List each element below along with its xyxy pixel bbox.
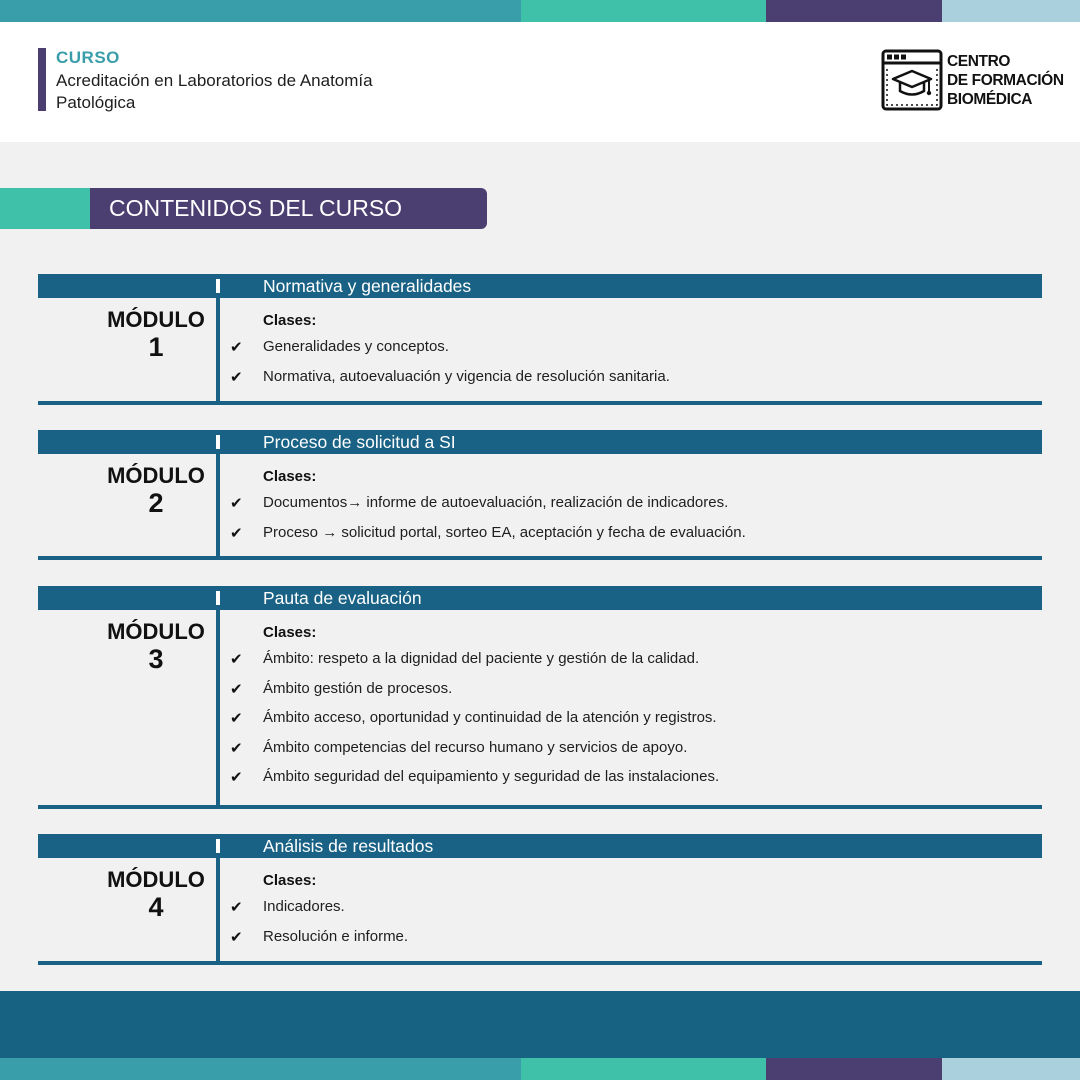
module-name: Normativa y generalidades <box>263 276 472 296</box>
brand-logo-text <box>947 52 1064 109</box>
list-item-text: Generalidades y conceptos. <box>263 338 449 355</box>
module-bottom-rule <box>38 961 1042 965</box>
module-4 <box>38 834 1042 966</box>
module-name: Proceso de solicitud a SI <box>263 432 456 452</box>
module-label <box>98 868 214 922</box>
list-item <box>230 898 408 928</box>
clases-list <box>230 650 719 798</box>
section-accent <box>0 188 95 229</box>
stripe-purple <box>766 1058 942 1080</box>
module-number: 2 <box>148 488 164 518</box>
course-title: Acreditación en Laboratorios de Anatomía Patológica <box>56 71 373 112</box>
module-2 <box>38 430 1042 561</box>
module-3 <box>38 586 1042 811</box>
module-number: 3 <box>148 644 164 674</box>
brand-line-3: BIOMÉDICA <box>947 91 1033 108</box>
clases-label: Clases: <box>263 312 317 329</box>
list-item <box>230 709 719 739</box>
module-name: Análisis de resultados <box>263 836 434 856</box>
module-number: 1 <box>148 332 164 362</box>
clases-label: Clases: <box>263 624 317 641</box>
check-icon: ✔ <box>230 928 243 946</box>
check-icon: ✔ <box>230 524 243 542</box>
header-divider <box>216 279 220 293</box>
graduation-cap-browser-icon <box>881 49 943 111</box>
module-vertical-divider <box>216 454 220 557</box>
module-bottom-rule <box>38 805 1042 809</box>
stripe-purple <box>766 0 942 22</box>
module-header-bar <box>38 586 1042 610</box>
list-item <box>230 739 719 769</box>
module-word: MÓDULO <box>107 307 205 332</box>
list-item-text: Ámbito acceso, oportunidad y continuidad de la atención y registros. <box>263 709 717 726</box>
brand-line-1: CENTRO <box>947 53 1011 70</box>
clases-list <box>230 338 670 397</box>
list-item <box>230 338 670 368</box>
brand-line-2: DE FORMACIÓN <box>947 72 1064 89</box>
list-item <box>230 928 408 958</box>
clases-list <box>230 494 746 553</box>
list-item-text: Indicadores. <box>263 898 345 915</box>
check-icon: ✔ <box>230 899 243 916</box>
module-vertical-divider <box>216 610 220 807</box>
stripe-light-blue <box>942 0 1080 22</box>
section-title: CONTENIDOS DEL CURSO <box>90 188 487 229</box>
module-label <box>98 620 214 674</box>
module-header-bar <box>38 274 1042 298</box>
module-bottom-rule <box>38 401 1042 405</box>
top-color-stripe <box>0 0 1080 22</box>
list-item <box>230 368 670 398</box>
check-icon: ✔ <box>230 339 243 356</box>
module-bottom-rule <box>38 556 1042 560</box>
module-label <box>98 308 214 362</box>
list-item <box>230 524 746 554</box>
stripe-teal <box>0 1058 521 1080</box>
header-divider <box>216 435 220 449</box>
list-item <box>230 650 719 680</box>
check-icon: ✔ <box>230 769 243 786</box>
module-number: 4 <box>148 892 164 922</box>
module-vertical-divider <box>216 858 220 962</box>
header-accent-bar <box>38 48 46 111</box>
list-item <box>230 768 719 798</box>
list-item-text: Resolución e informe. <box>263 927 409 945</box>
list-item-text: Ámbito gestión de procesos. <box>263 679 453 697</box>
course-kicker: CURSO <box>56 48 120 67</box>
stripe-mint <box>521 0 766 22</box>
check-icon: ✔ <box>230 680 243 698</box>
stripe-teal <box>0 0 521 22</box>
module-header-bar <box>38 430 1042 454</box>
module-word: MÓDULO <box>107 867 205 892</box>
list-item-text: Proceso → solicitud portal, sorteo EA, aceptación y fecha de evaluación. <box>263 523 746 541</box>
list-item-text: Normativa, autoevaluación y vigencia de resolución sanitaria. <box>263 367 670 385</box>
module-name: Pauta de evaluación <box>263 588 422 608</box>
footer-band <box>0 991 1080 1058</box>
module-word: MÓDULO <box>107 463 205 488</box>
module-label <box>98 464 214 518</box>
stripe-light-blue <box>942 1058 1080 1080</box>
header-divider <box>216 839 220 853</box>
list-item <box>230 494 746 524</box>
list-item-text: Ámbito seguridad del equipamiento y seguridad de las instalaciones. <box>263 768 720 785</box>
list-item-text: Ámbito competencias del recurso humano y servicios de apoyo. <box>263 738 688 756</box>
module-1 <box>38 274 1042 405</box>
clases-list <box>230 898 408 957</box>
check-icon: ✔ <box>230 368 243 386</box>
check-icon: ✔ <box>230 739 243 757</box>
clases-label: Clases: <box>263 468 317 485</box>
list-item-text: Ámbito: respeto a la dignidad del paciente y gestión de la calidad. <box>263 650 700 667</box>
bottom-color-stripe <box>0 1058 1080 1080</box>
stripe-mint <box>521 1058 766 1080</box>
check-icon: ✔ <box>230 495 243 512</box>
list-item <box>230 680 719 710</box>
clases-label: Clases: <box>263 872 317 889</box>
header <box>0 22 1080 142</box>
check-icon: ✔ <box>230 710 243 727</box>
module-word: MÓDULO <box>107 619 205 644</box>
module-vertical-divider <box>216 298 220 401</box>
header-divider <box>216 591 220 605</box>
check-icon: ✔ <box>230 651 243 668</box>
list-item-text: Documentos→ informe de autoevaluación, realización de indicadores. <box>263 494 729 511</box>
module-header-bar <box>38 834 1042 858</box>
